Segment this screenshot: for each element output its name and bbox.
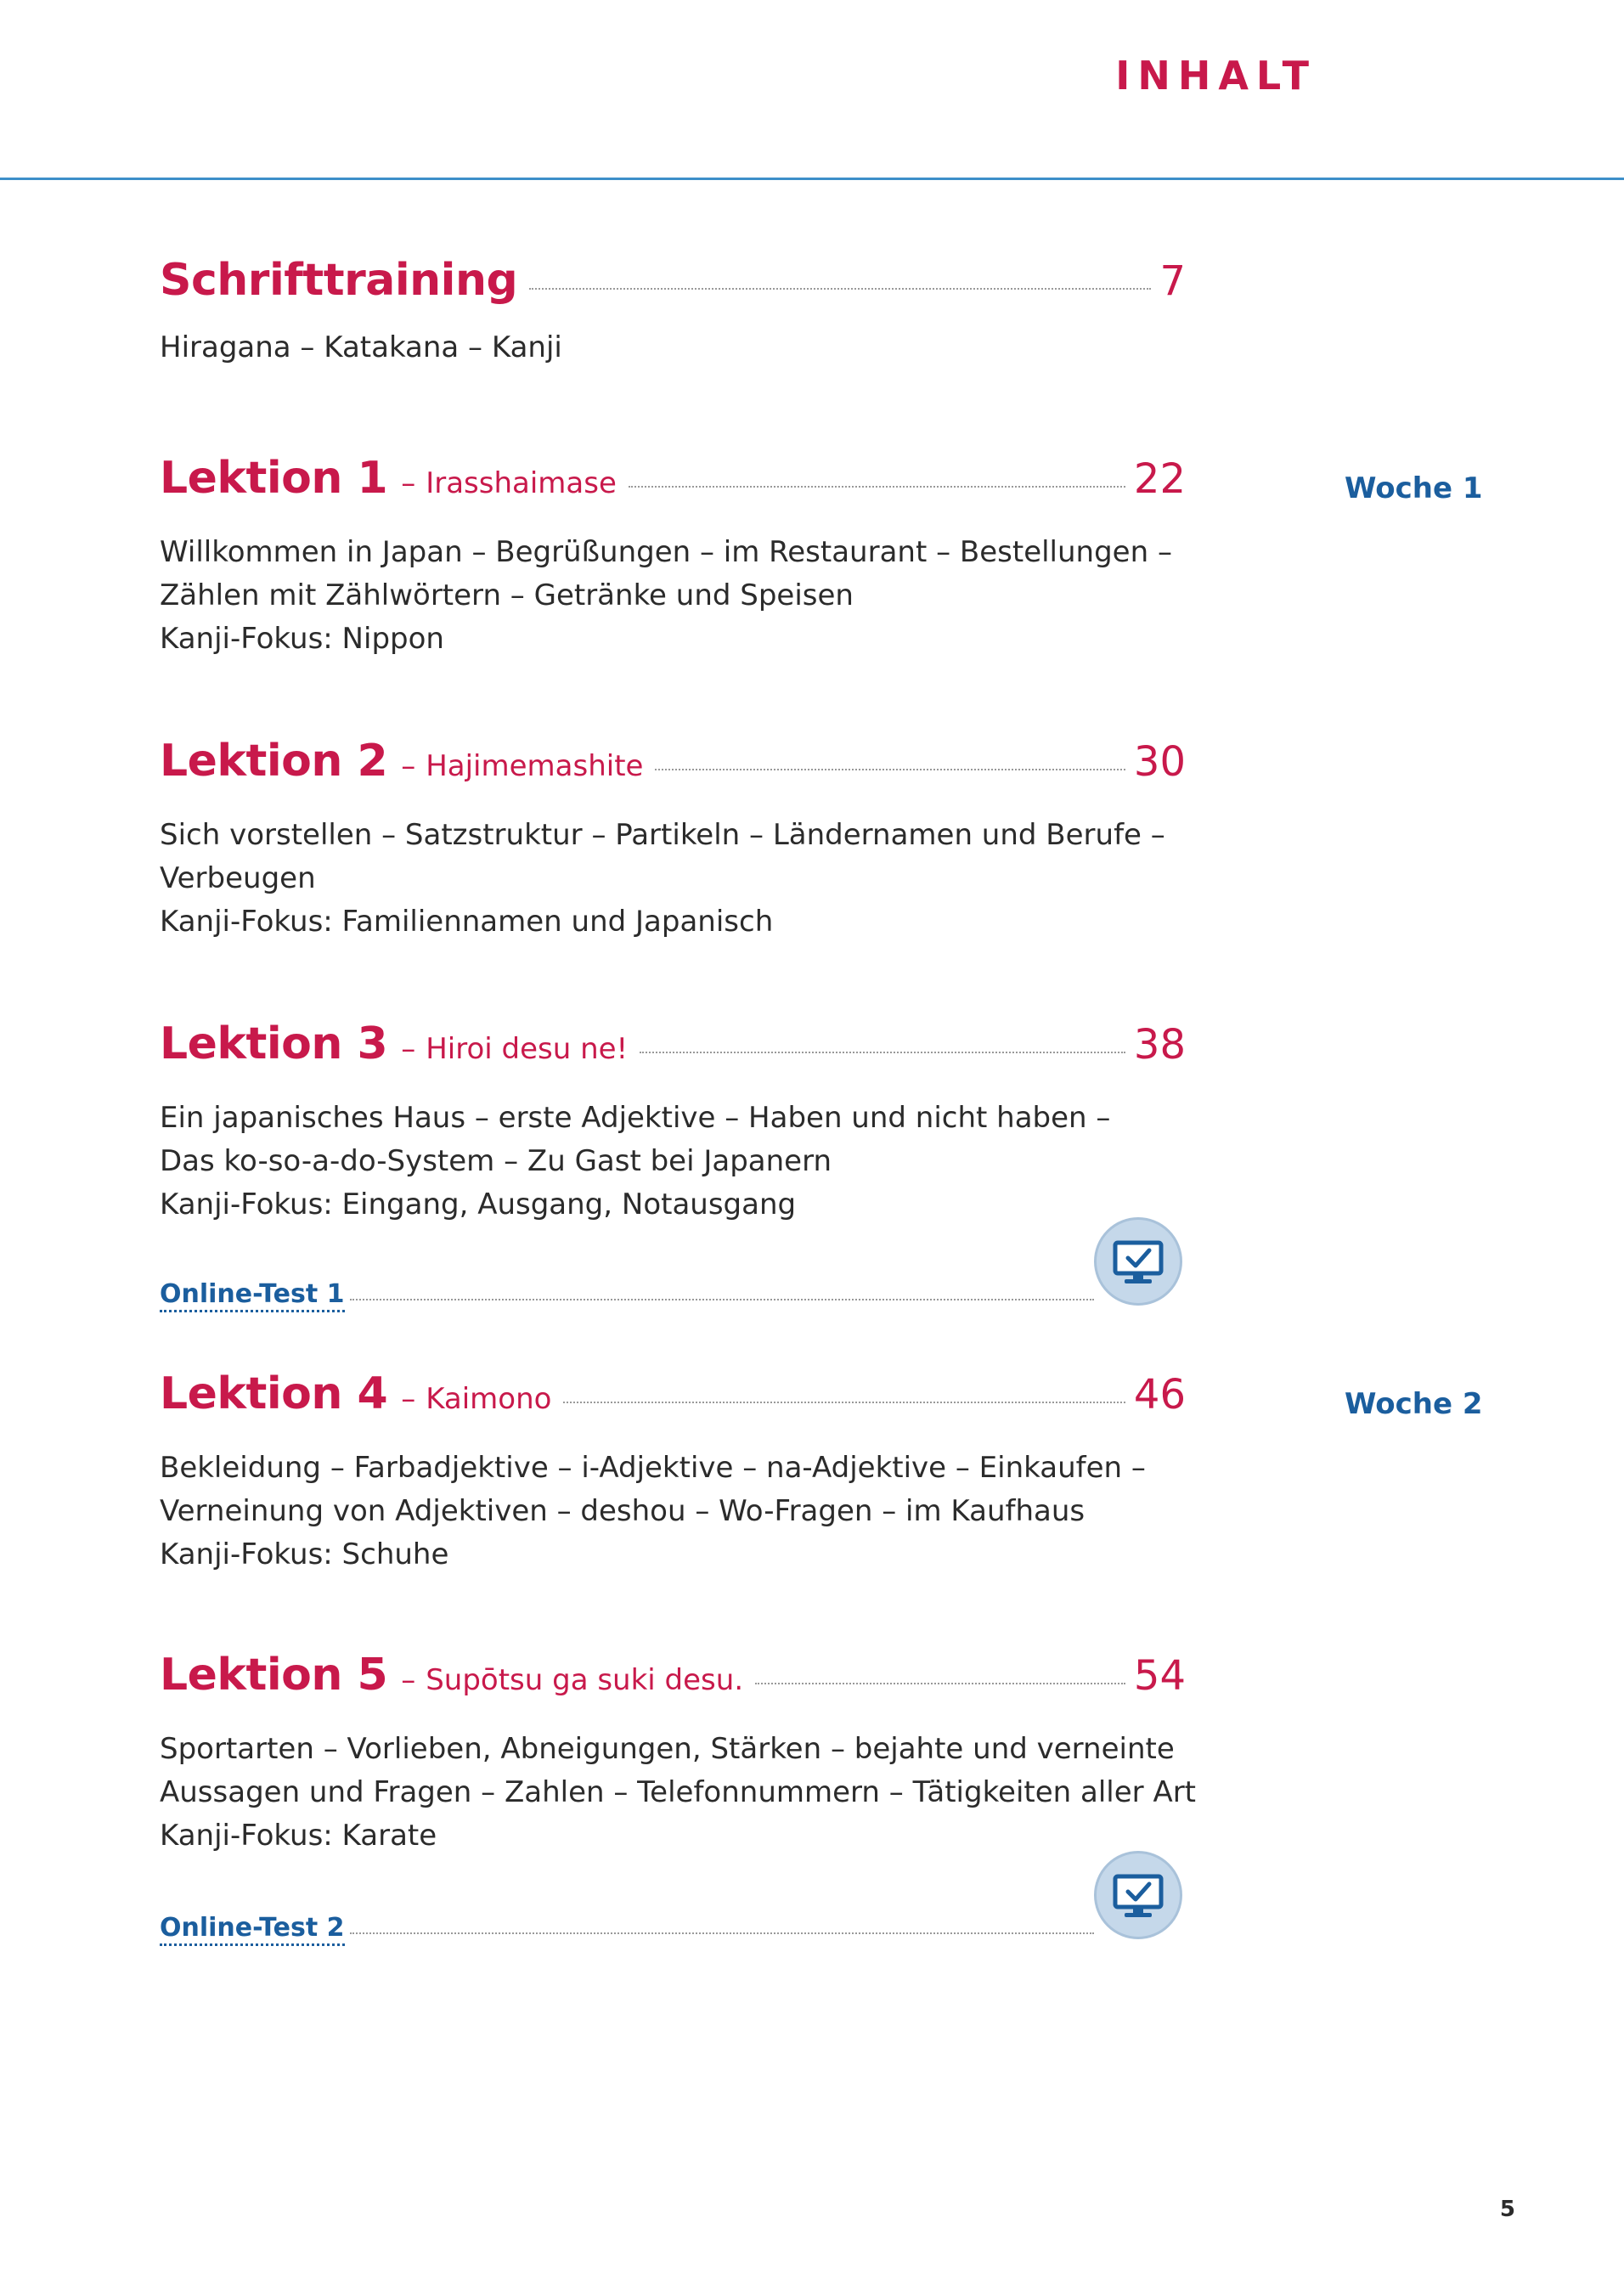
dot-leader	[755, 1683, 1125, 1684]
entry-title[interactable]: Lektion 4	[160, 1368, 388, 1419]
entry-page-number[interactable]: 22	[1133, 455, 1186, 503]
entry-kanji-focus: Kanji-Fokus: Familiennamen und Japanisch	[160, 905, 774, 939]
dot-leader	[350, 1299, 1094, 1300]
online-test-2-row[interactable]	[160, 1913, 1094, 1946]
entry-title[interactable]: Lektion 2	[160, 736, 388, 787]
week-label-1: Woche 1	[1345, 471, 1483, 505]
entry-kanji-focus: Kanji-Fokus: Nippon	[160, 622, 444, 656]
entry-subtitle[interactable]: Kaimono	[426, 1382, 552, 1416]
online-test-1-link[interactable]: Online-Test 1	[160, 1279, 345, 1312]
entry-title[interactable]: Schrifttraining	[160, 255, 518, 306]
entry-description: Sich vorstellen – Satzstruktur – Partikeln – Ländernamen und Berufe –	[160, 818, 1165, 852]
entry-page-number[interactable]: 30	[1133, 738, 1186, 786]
entry-title[interactable]: Lektion 5	[160, 1650, 388, 1701]
entry-dash: –	[401, 1382, 416, 1416]
toc-entry-lektion-2[interactable]	[160, 736, 1186, 944]
entry-description: Ein japanisches Haus – erste Adjektive – Haben und nicht haben –	[160, 1101, 1111, 1135]
entry-description: Sportarten – Vorlieben, Abneigungen, Stärken – bejahte und verneinte	[160, 1732, 1175, 1766]
computer-check-icon[interactable]	[1094, 1851, 1182, 1939]
entry-description: Hiragana – Katakana – Kanji	[160, 330, 562, 364]
entry-description: Das ko-so-a-do-System – Zu Gast bei Japanern	[160, 1144, 832, 1178]
entry-kanji-focus: Kanji-Fokus: Karate	[160, 1819, 437, 1853]
entry-dash: –	[401, 749, 416, 783]
entry-description: Zählen mit Zählwörtern – Getränke und Speisen	[160, 578, 854, 612]
dot-leader	[655, 769, 1125, 770]
entry-description: Aussagen und Fragen – Zahlen – Telefonnummern – Tätigkeiten aller Art	[160, 1775, 1197, 1809]
entry-page-number[interactable]: 38	[1133, 1021, 1186, 1069]
computer-check-icon[interactable]	[1094, 1217, 1182, 1306]
entry-kanji-focus: Kanji-Fokus: Schuhe	[160, 1537, 449, 1571]
dot-leader	[350, 1932, 1094, 1934]
header-divider	[0, 178, 1624, 180]
dot-leader	[563, 1402, 1125, 1403]
dot-leader	[640, 1052, 1125, 1053]
toc-entry-lektion-3[interactable]	[160, 1018, 1186, 1227]
entry-page-number[interactable]: 46	[1133, 1371, 1186, 1419]
online-test-1-row[interactable]	[160, 1279, 1094, 1312]
online-test-2-link[interactable]: Online-Test 2	[160, 1913, 345, 1946]
entry-description: Bekleidung – Farbadjektive – i-Adjektive – na-Adjektive – Einkaufen –	[160, 1451, 1146, 1485]
entry-title[interactable]: Lektion 3	[160, 1018, 388, 1069]
page-number: 5	[1499, 2197, 1515, 2222]
entry-description: Verbeugen	[160, 861, 316, 895]
dot-leader	[529, 288, 1151, 290]
toc-entry-lektion-1[interactable]	[160, 453, 1186, 661]
entry-page-number[interactable]: 54	[1133, 1652, 1186, 1700]
entry-title[interactable]: Lektion 1	[160, 453, 388, 504]
entry-subtitle[interactable]: Hajimemashite	[426, 749, 644, 783]
entry-dash: –	[401, 466, 416, 500]
toc-entry-lektion-4[interactable]	[160, 1368, 1186, 1577]
toc-entry-lektion-5[interactable]	[160, 1650, 1197, 1858]
week-label-2: Woche 2	[1345, 1387, 1483, 1421]
entry-kanji-focus: Kanji-Fokus: Eingang, Ausgang, Notausgang	[160, 1187, 797, 1221]
entry-subtitle[interactable]: Irasshaimase	[426, 466, 617, 500]
entry-description: Verneinung von Adjektiven – deshou – Wo-Fragen – im Kaufhaus	[160, 1494, 1085, 1528]
dot-leader	[629, 486, 1125, 488]
entry-subtitle[interactable]: Supōtsu ga suki desu.	[426, 1663, 744, 1697]
toc-entry-schrifttraining[interactable]	[160, 255, 1186, 370]
entry-dash: –	[401, 1032, 416, 1066]
entry-description: Willkommen in Japan – Begrüßungen – im Restaurant – Bestellungen –	[160, 535, 1172, 569]
page-header-title: INHALT	[1115, 53, 1317, 99]
entry-page-number[interactable]: 7	[1159, 257, 1186, 305]
entry-subtitle[interactable]: Hiroi desu ne!	[426, 1032, 629, 1066]
entry-dash: –	[401, 1663, 416, 1697]
